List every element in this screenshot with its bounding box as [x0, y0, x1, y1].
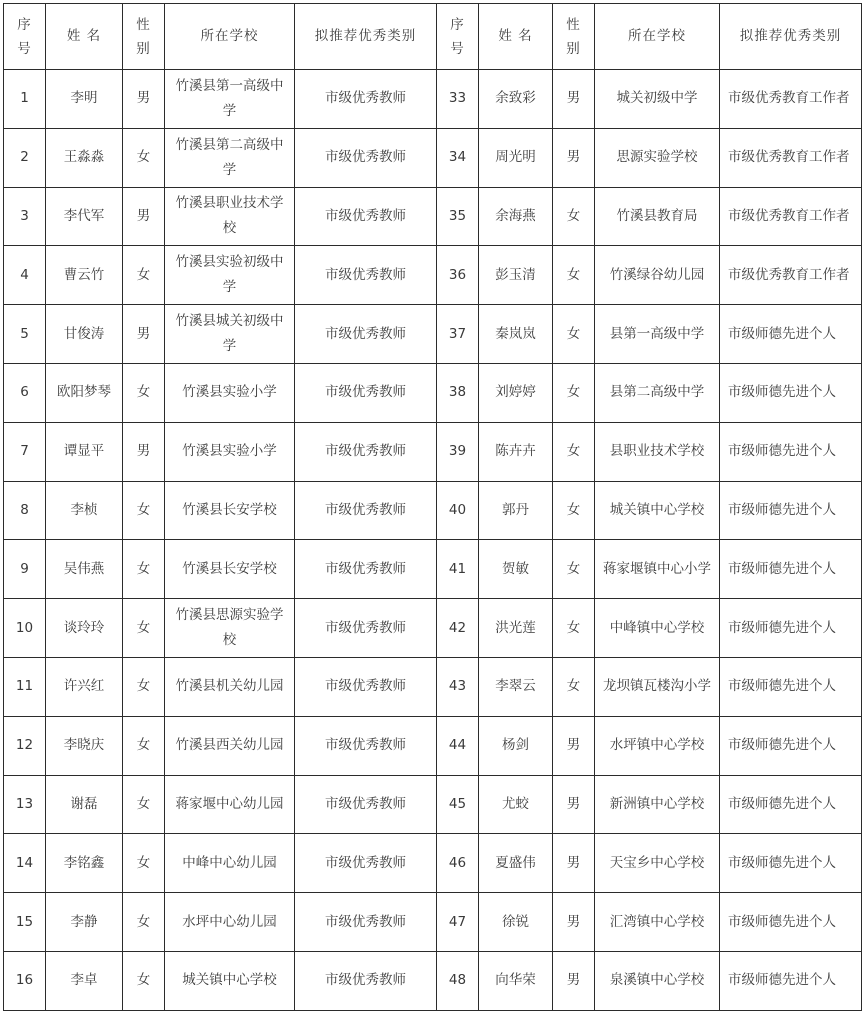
left-seq-cell: 9 [4, 540, 46, 599]
right-school-cell: 中峰镇中心学校 [595, 599, 720, 658]
left-school-cell: 竹溪县城关初级中学 [165, 305, 295, 364]
left-school-cell: 竹溪县职业技术学校 [165, 187, 295, 246]
table-row [4, 540, 862, 599]
table-row [4, 599, 862, 658]
right-school-cell: 龙坝镇瓦楼沟小学 [595, 657, 720, 716]
right-category-cell: 市级师德先进个人 [720, 951, 862, 1010]
left-gender-cell: 女 [123, 481, 165, 540]
header-category-left: 拟推荐优秀类别 [295, 4, 437, 70]
left-name-cell: 许兴红 [46, 657, 123, 716]
table-row [4, 187, 862, 246]
right-name-cell: 贺敏 [479, 540, 553, 599]
left-category-cell: 市级优秀教师 [295, 70, 437, 129]
right-name-cell: 余海燕 [479, 187, 553, 246]
left-school-cell: 竹溪县长安学校 [165, 540, 295, 599]
right-school-cell: 城关初级中学 [595, 70, 720, 129]
left-gender-cell: 男 [123, 187, 165, 246]
left-school-cell: 竹溪县实验小学 [165, 422, 295, 481]
table-row [4, 951, 862, 1010]
left-category-cell: 市级优秀教师 [295, 187, 437, 246]
left-name-cell: 李静 [46, 893, 123, 952]
right-gender-cell: 女 [553, 246, 595, 305]
right-gender-cell: 女 [553, 187, 595, 246]
right-seq-cell: 46 [437, 834, 479, 893]
right-school-cell: 县职业技术学校 [595, 422, 720, 481]
right-school-cell: 水坪镇中心学校 [595, 716, 720, 775]
right-gender-cell: 男 [553, 128, 595, 187]
left-category-cell: 市级优秀教师 [295, 951, 437, 1010]
left-seq-cell: 14 [4, 834, 46, 893]
left-name-cell: 曹云竹 [46, 246, 123, 305]
left-gender-cell: 男 [123, 70, 165, 129]
left-category-cell: 市级优秀教师 [295, 657, 437, 716]
left-name-cell: 李卓 [46, 951, 123, 1010]
table-row [4, 363, 862, 422]
right-seq-cell: 33 [437, 70, 479, 129]
left-school-cell: 竹溪县西关幼儿园 [165, 716, 295, 775]
right-school-cell: 县第一高级中学 [595, 305, 720, 364]
right-school-cell: 蒋家堰镇中心小学 [595, 540, 720, 599]
header-seq-right: 序号 [437, 4, 479, 70]
left-name-cell: 谈玲玲 [46, 599, 123, 658]
right-seq-cell: 38 [437, 363, 479, 422]
left-seq-cell: 12 [4, 716, 46, 775]
header-row [4, 4, 862, 70]
left-gender-cell: 男 [123, 305, 165, 364]
right-name-cell: 杨剑 [479, 716, 553, 775]
table-row [4, 422, 862, 481]
left-name-cell: 吴伟燕 [46, 540, 123, 599]
right-school-cell: 竹溪县教育局 [595, 187, 720, 246]
right-gender-cell: 男 [553, 834, 595, 893]
table-row [4, 893, 862, 952]
right-seq-cell: 36 [437, 246, 479, 305]
left-school-cell: 竹溪县实验初级中学 [165, 246, 295, 305]
right-gender-cell: 女 [553, 599, 595, 658]
right-school-cell: 县第二高级中学 [595, 363, 720, 422]
right-school-cell: 竹溪绿谷幼儿园 [595, 246, 720, 305]
left-name-cell: 李晓庆 [46, 716, 123, 775]
left-seq-cell: 3 [4, 187, 46, 246]
left-seq-cell: 15 [4, 893, 46, 952]
left-name-cell: 王淼淼 [46, 128, 123, 187]
right-seq-cell: 37 [437, 305, 479, 364]
right-category-cell: 市级师德先进个人 [720, 305, 862, 364]
left-school-cell: 竹溪县实验小学 [165, 363, 295, 422]
left-gender-cell: 女 [123, 657, 165, 716]
left-seq-cell: 4 [4, 246, 46, 305]
right-gender-cell: 男 [553, 70, 595, 129]
left-gender-cell: 女 [123, 540, 165, 599]
left-school-cell: 城关镇中心学校 [165, 951, 295, 1010]
right-category-cell: 市级师德先进个人 [720, 481, 862, 540]
right-name-cell: 尤蛟 [479, 775, 553, 834]
header-school-right: 所在学校 [595, 4, 720, 70]
right-category-cell: 市级师德先进个人 [720, 599, 862, 658]
right-gender-cell: 男 [553, 716, 595, 775]
table-row [4, 775, 862, 834]
left-name-cell: 谢磊 [46, 775, 123, 834]
right-gender-cell: 女 [553, 481, 595, 540]
left-seq-cell: 6 [4, 363, 46, 422]
right-school-cell: 天宝乡中心学校 [595, 834, 720, 893]
header-seq-left: 序号 [4, 4, 46, 70]
right-school-cell: 新洲镇中心学校 [595, 775, 720, 834]
left-school-cell: 中峰中心幼儿园 [165, 834, 295, 893]
right-gender-cell: 女 [553, 363, 595, 422]
right-seq-cell: 44 [437, 716, 479, 775]
left-name-cell: 李桢 [46, 481, 123, 540]
left-category-cell: 市级优秀教师 [295, 422, 437, 481]
header-category-right: 拟推荐优秀类别 [720, 4, 862, 70]
left-seq-cell: 1 [4, 70, 46, 129]
table-row [4, 128, 862, 187]
left-school-cell: 竹溪县思源实验学校 [165, 599, 295, 658]
right-category-cell: 市级师德先进个人 [720, 893, 862, 952]
left-name-cell: 李明 [46, 70, 123, 129]
right-gender-cell: 男 [553, 951, 595, 1010]
left-seq-cell: 5 [4, 305, 46, 364]
right-gender-cell: 男 [553, 893, 595, 952]
right-name-cell: 夏盛伟 [479, 834, 553, 893]
left-seq-cell: 8 [4, 481, 46, 540]
left-school-cell: 竹溪县第一高级中学 [165, 70, 295, 129]
right-gender-cell: 女 [553, 657, 595, 716]
right-seq-cell: 42 [437, 599, 479, 658]
left-school-cell: 竹溪县长安学校 [165, 481, 295, 540]
right-name-cell: 李翠云 [479, 657, 553, 716]
right-category-cell: 市级优秀教育工作者 [720, 70, 862, 129]
right-seq-cell: 39 [437, 422, 479, 481]
right-gender-cell: 女 [553, 305, 595, 364]
left-name-cell: 李代军 [46, 187, 123, 246]
header-gender-left: 性别 [123, 4, 165, 70]
left-seq-cell: 13 [4, 775, 46, 834]
right-school-cell: 汇湾镇中心学校 [595, 893, 720, 952]
right-school-cell: 思源实验学校 [595, 128, 720, 187]
right-school-cell: 城关镇中心学校 [595, 481, 720, 540]
left-category-cell: 市级优秀教师 [295, 540, 437, 599]
right-seq-cell: 34 [437, 128, 479, 187]
left-gender-cell: 女 [123, 599, 165, 658]
left-category-cell: 市级优秀教师 [295, 834, 437, 893]
left-name-cell: 欧阳梦琴 [46, 363, 123, 422]
left-name-cell: 谭显平 [46, 422, 123, 481]
right-category-cell: 市级优秀教育工作者 [720, 246, 862, 305]
left-category-cell: 市级优秀教师 [295, 775, 437, 834]
right-seq-cell: 43 [437, 657, 479, 716]
left-category-cell: 市级优秀教师 [295, 246, 437, 305]
right-seq-cell: 45 [437, 775, 479, 834]
left-gender-cell: 女 [123, 246, 165, 305]
table-row [4, 481, 862, 540]
right-name-cell: 周光明 [479, 128, 553, 187]
left-name-cell: 甘俊涛 [46, 305, 123, 364]
right-category-cell: 市级师德先进个人 [720, 834, 862, 893]
left-seq-cell: 11 [4, 657, 46, 716]
header-name-left: 姓 名 [46, 4, 123, 70]
right-category-cell: 市级师德先进个人 [720, 775, 862, 834]
right-seq-cell: 40 [437, 481, 479, 540]
right-name-cell: 徐锐 [479, 893, 553, 952]
right-gender-cell: 男 [553, 775, 595, 834]
right-school-cell: 泉溪镇中心学校 [595, 951, 720, 1010]
right-name-cell: 彭玉清 [479, 246, 553, 305]
table-row [4, 834, 862, 893]
left-seq-cell: 7 [4, 422, 46, 481]
left-seq-cell: 10 [4, 599, 46, 658]
right-category-cell: 市级师德先进个人 [720, 716, 862, 775]
left-category-cell: 市级优秀教师 [295, 305, 437, 364]
left-gender-cell: 女 [123, 951, 165, 1010]
left-category-cell: 市级优秀教师 [295, 893, 437, 952]
right-category-cell: 市级师德先进个人 [720, 422, 862, 481]
right-seq-cell: 48 [437, 951, 479, 1010]
right-name-cell: 洪光莲 [479, 599, 553, 658]
left-gender-cell: 女 [123, 834, 165, 893]
left-gender-cell: 女 [123, 363, 165, 422]
left-category-cell: 市级优秀教师 [295, 716, 437, 775]
table-row [4, 305, 862, 364]
right-seq-cell: 35 [437, 187, 479, 246]
roster-body [4, 70, 862, 1011]
left-seq-cell: 2 [4, 128, 46, 187]
right-name-cell: 向华荣 [479, 951, 553, 1010]
roster-document [3, 3, 862, 1011]
left-gender-cell: 女 [123, 716, 165, 775]
header-gender-right: 性别 [553, 4, 595, 70]
left-school-cell: 竹溪县机关幼儿园 [165, 657, 295, 716]
left-school-cell: 竹溪县第二高级中学 [165, 128, 295, 187]
left-category-cell: 市级优秀教师 [295, 481, 437, 540]
left-seq-cell: 16 [4, 951, 46, 1010]
right-gender-cell: 女 [553, 540, 595, 599]
table-row [4, 70, 862, 129]
right-name-cell: 秦岚岚 [479, 305, 553, 364]
left-category-cell: 市级优秀教师 [295, 599, 437, 658]
left-category-cell: 市级优秀教师 [295, 363, 437, 422]
left-gender-cell: 女 [123, 128, 165, 187]
right-name-cell: 余致彩 [479, 70, 553, 129]
table-row [4, 657, 862, 716]
right-category-cell: 市级师德先进个人 [720, 657, 862, 716]
right-gender-cell: 女 [553, 422, 595, 481]
table-row [4, 246, 862, 305]
left-gender-cell: 男 [123, 422, 165, 481]
right-seq-cell: 47 [437, 893, 479, 952]
right-category-cell: 市级师德先进个人 [720, 540, 862, 599]
right-seq-cell: 41 [437, 540, 479, 599]
left-school-cell: 蒋家堰中心幼儿园 [165, 775, 295, 834]
table-row [4, 716, 862, 775]
left-name-cell: 李铭鑫 [46, 834, 123, 893]
header-name-right: 姓 名 [479, 4, 553, 70]
right-name-cell: 陈卉卉 [479, 422, 553, 481]
header-school-left: 所在学校 [165, 4, 295, 70]
right-category-cell: 市级优秀教育工作者 [720, 128, 862, 187]
left-school-cell: 水坪中心幼儿园 [165, 893, 295, 952]
left-gender-cell: 女 [123, 893, 165, 952]
right-name-cell: 刘婷婷 [479, 363, 553, 422]
left-gender-cell: 女 [123, 775, 165, 834]
right-name-cell: 郭丹 [479, 481, 553, 540]
roster-table [3, 3, 862, 1011]
right-category-cell: 市级师德先进个人 [720, 363, 862, 422]
left-category-cell: 市级优秀教师 [295, 128, 437, 187]
right-category-cell: 市级优秀教育工作者 [720, 187, 862, 246]
